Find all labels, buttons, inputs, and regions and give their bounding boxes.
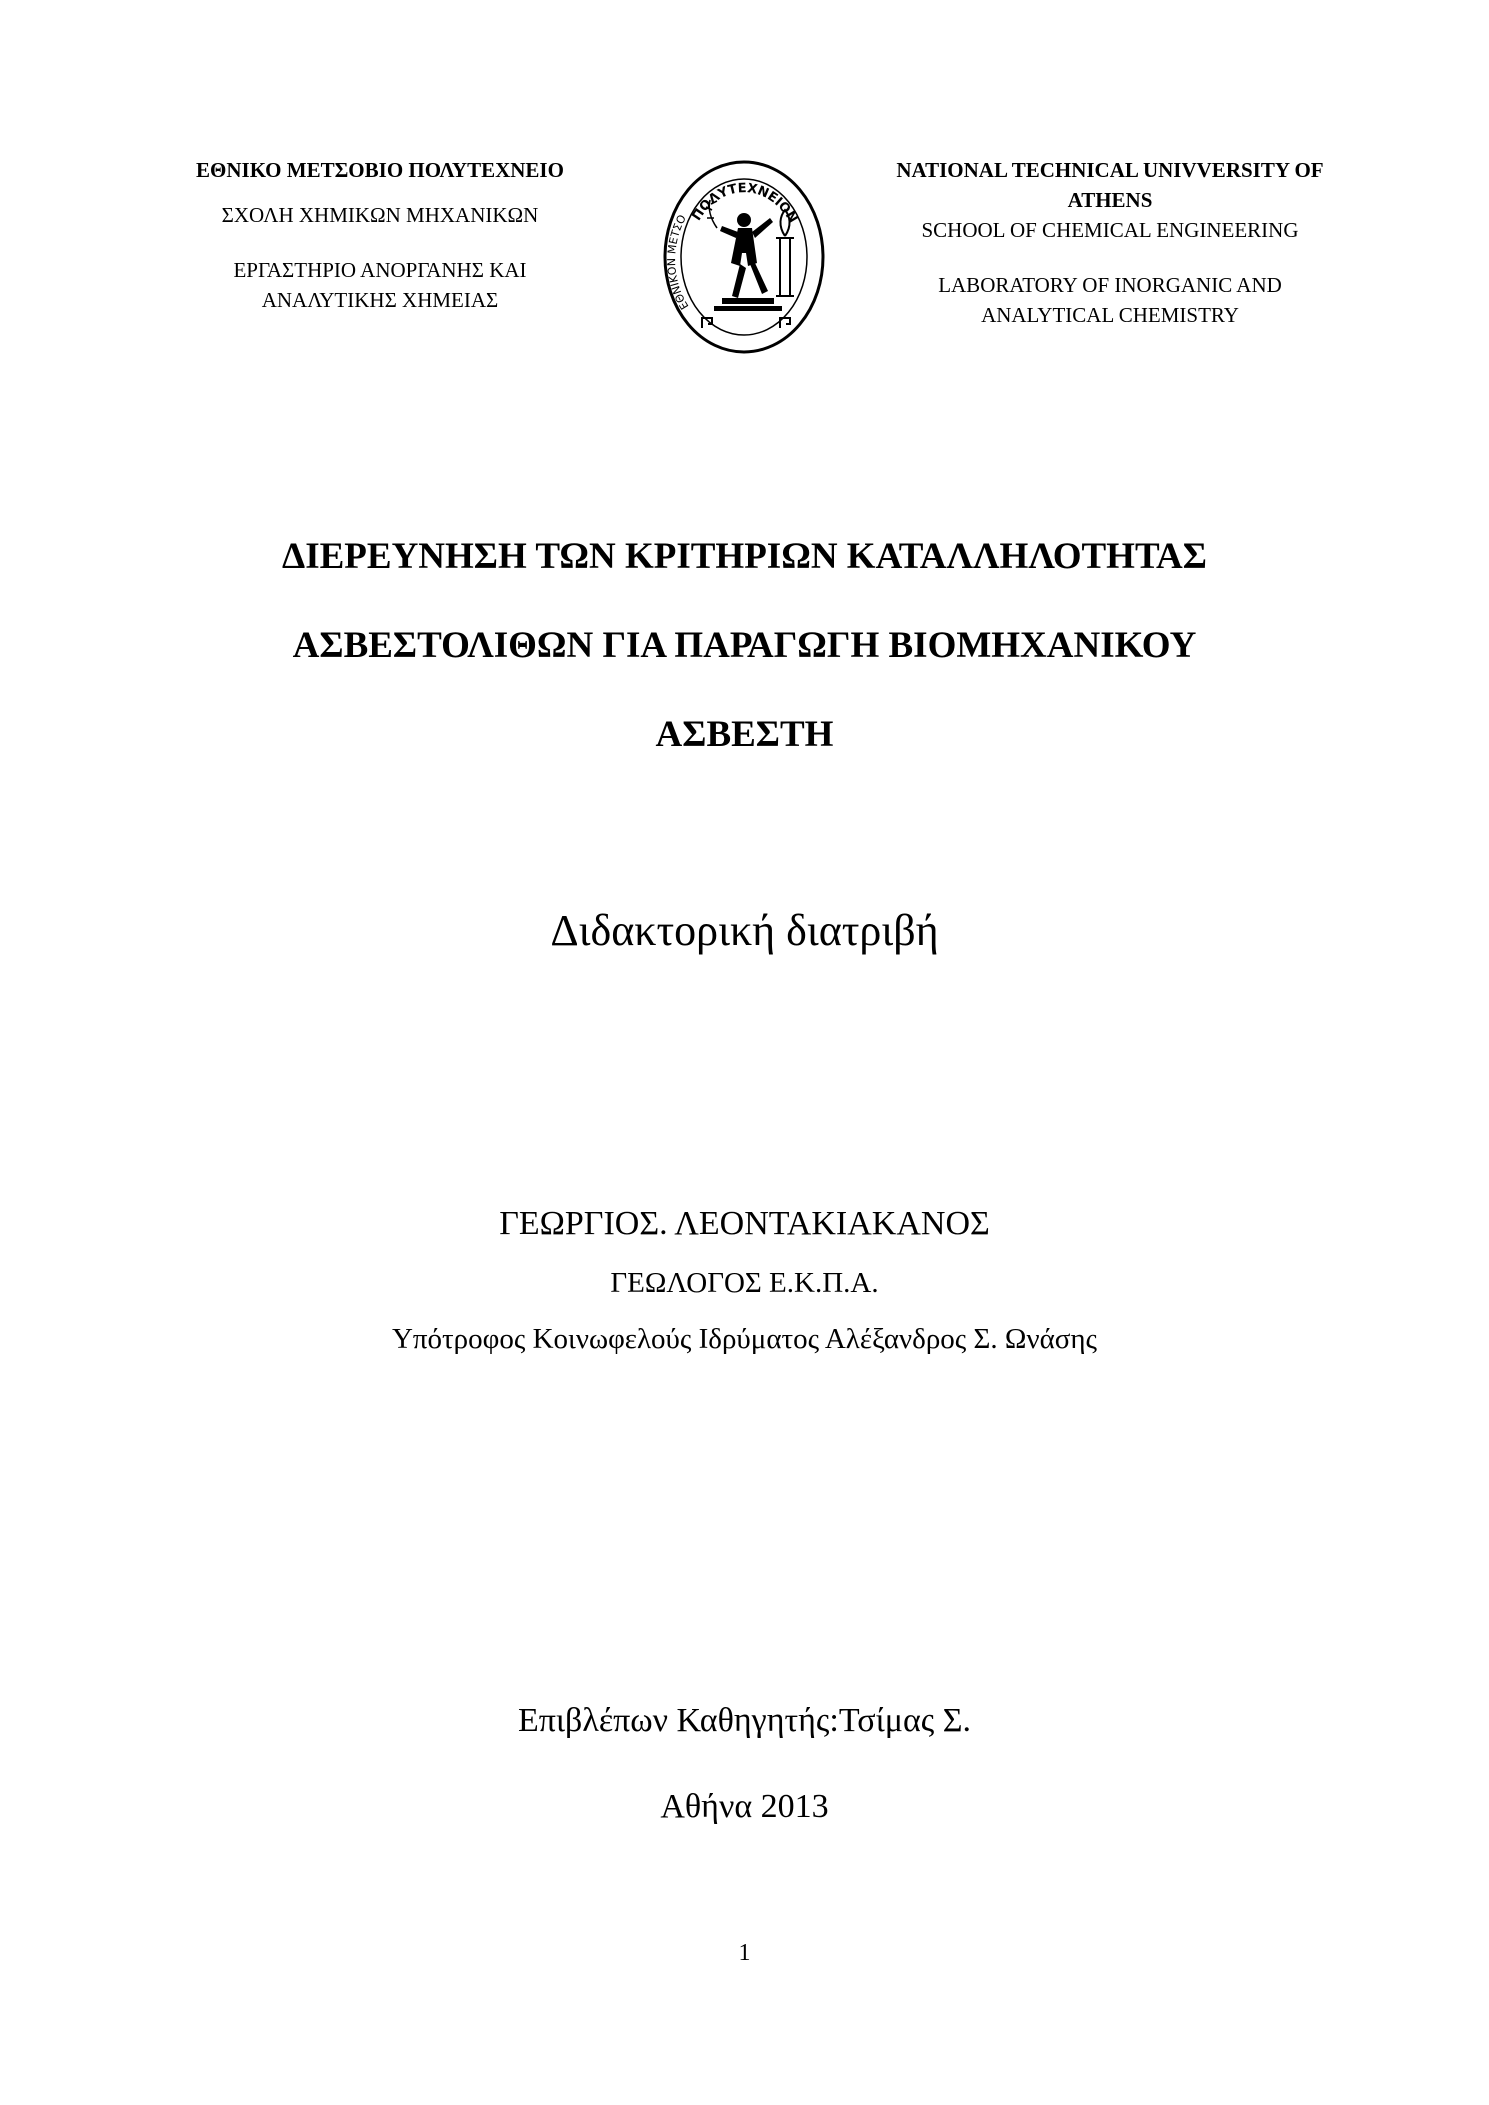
institution-name-english-line2: ATHENS (1067, 188, 1153, 212)
thesis-title-line1: ΔΙΕΡΕΥΝΗΣΗ ΤΩΝ ΚΡΙΤΗΡΙΩΝ ΚΑΤΑΛΛΗΛΟΤΗΤΑΣ (282, 536, 1207, 577)
institution-name-greek: ΕΘΝΙΚΟ ΜΕΤΣΟΒΙΟ ΠΟΛΥΤΕΧΝΕΙΟ (196, 158, 564, 182)
thesis-title-line3: ΑΣΒΕΣΤΗ (655, 714, 834, 755)
seal-text-top: ΠΟΛΥΤΕΧΝΕΙΟΝ (689, 181, 801, 226)
lab-name-greek-line2: ΑΝΑΛΥΤΙΚΗΣ ΧΗΜΕΙΑΣ (261, 288, 499, 312)
supervisor: Επιβλέπων Καθηγητής:Τσίμας Σ. (517, 1702, 972, 1739)
page-number: 1 (738, 1940, 751, 1966)
place-date: Αθήνα 2013 (660, 1788, 829, 1825)
header-left-block (140, 155, 620, 315)
author-name: ΓΕΩΡΓΙΟΣ. ΛΕΟΝΤΑΚΙΑΚΑΝΟΣ (499, 1205, 990, 1242)
school-name-greek: ΣΧΟΛΗ ΧΗΜΙΚΩΝ ΜΗΧΑΝΙΚΩΝ (221, 203, 539, 227)
seal-text-left: ΕΘΝΙΚΟΝ ΜΕΤΣΟ (665, 212, 692, 312)
lab-name-english-line2: ANALYTICAL CHEMISTRY (981, 303, 1239, 327)
author-degree: ΓΕΩΛΟΓΟΣ Ε.Κ.Π.Α. (610, 1267, 879, 1299)
university-seal-icon (662, 158, 827, 356)
header-right-block (840, 155, 1380, 330)
institution-name-english-line1: NATIONAL TECHNICAL UNIVVERSITY OF (896, 158, 1324, 182)
lab-name-english-line1: LABORATORY OF INORGANIC AND (938, 273, 1282, 297)
thesis-title-line2: ΑΣΒΕΣΤΟΛΙΘΩΝ ΓΙΑ ΠΑΡΑΓΩΓΗ ΒΙΟΜΗΧΑΝΙΚΟΥ (292, 625, 1197, 666)
author-scholarship: Υπότροφος Κοινωφελούς Ιδρύματος Αλέξανδρος Σ. Ωνάσης (391, 1323, 1098, 1355)
school-name-english: SCHOOL OF CHEMICAL ENGINEERING (921, 218, 1299, 242)
lab-name-greek-line1: ΕΡΓΑΣΤΗΡΙΟ ΑΝΟΡΓΑΝΗΣ ΚΑΙ (233, 258, 527, 282)
document-type: Διδακτορική διατριβή (550, 906, 939, 955)
